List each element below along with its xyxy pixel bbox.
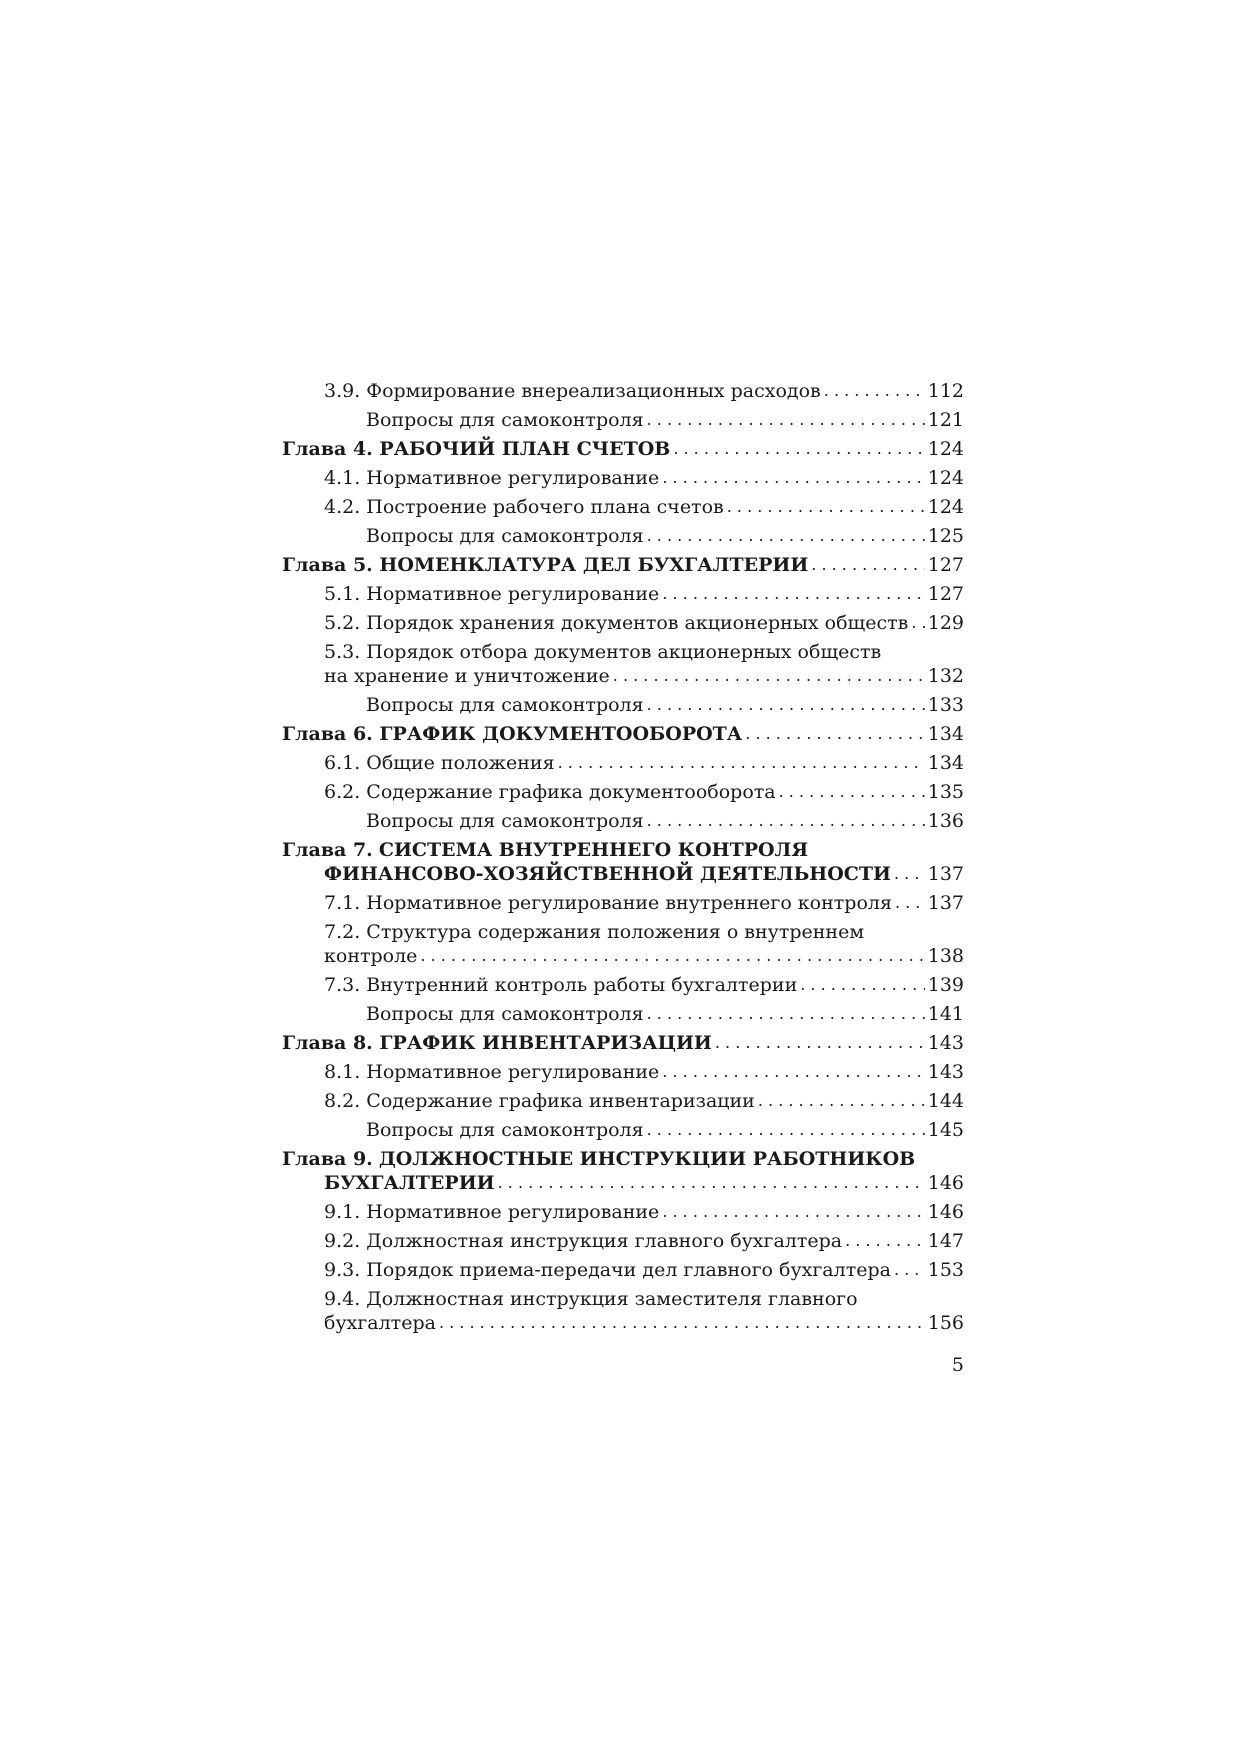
toc-page-number: 153 bbox=[927, 1259, 964, 1281]
toc-page-number: 146 bbox=[927, 1172, 964, 1194]
toc-section-entry bbox=[282, 920, 964, 968]
toc-questions-entry bbox=[282, 1002, 964, 1026]
toc-entry-title: 9.4. Должностная инструкция заместителя главного bbox=[324, 1288, 858, 1310]
toc-section-entry bbox=[282, 1060, 964, 1084]
toc-section-entry bbox=[282, 891, 964, 915]
toc-section-entry bbox=[282, 582, 964, 606]
toc-entry-title: 3.9. Формирование внереализационных расходов bbox=[324, 380, 821, 402]
toc-page-number: 134 bbox=[927, 752, 964, 774]
dot-leader bbox=[662, 1200, 924, 1224]
toc-page-number: 144 bbox=[927, 1090, 964, 1112]
toc-page-number: 124 bbox=[927, 438, 964, 460]
toc-page-number: 147 bbox=[927, 1230, 964, 1252]
dot-leader bbox=[647, 1118, 925, 1142]
toc-entry-title-continued: на хранение и уничтожение bbox=[324, 665, 610, 687]
dot-leader bbox=[895, 891, 925, 915]
toc-entry-title: Вопросы для самоконтроля bbox=[366, 409, 644, 431]
toc-section-entry bbox=[282, 466, 964, 490]
toc-page-number: 141 bbox=[927, 1003, 964, 1025]
toc-page-number: 145 bbox=[927, 1119, 964, 1141]
toc-entry-title: 9.3. Порядок приема-передачи дел главного бухгалтера bbox=[324, 1259, 891, 1281]
dot-leader bbox=[420, 944, 924, 968]
dot-leader bbox=[647, 408, 925, 432]
toc-page-number: 138 bbox=[927, 945, 964, 967]
toc-entry-title: Вопросы для самоконтроля bbox=[366, 1119, 644, 1141]
dot-leader bbox=[824, 379, 925, 403]
toc-page-number: 129 bbox=[927, 612, 964, 634]
dot-leader bbox=[662, 466, 924, 490]
table-of-contents bbox=[282, 379, 964, 1340]
dot-leader bbox=[647, 1002, 925, 1026]
dot-leader bbox=[662, 582, 924, 606]
toc-section-entry bbox=[282, 379, 964, 403]
chapter-title: РАБОЧИЙ ПЛАН СЧЕТОВ bbox=[379, 438, 671, 460]
dot-leader bbox=[745, 722, 924, 746]
toc-questions-entry bbox=[282, 809, 964, 833]
toc-entry-title: 8.1. Нормативное регулирование bbox=[324, 1061, 660, 1083]
chapter-label: Глава 9. bbox=[282, 1148, 373, 1170]
chapter-title-continued: ФИНАНСОВО-ХОЗЯЙСТВЕННОЙ ДЕЯТЕЛЬНОСТИ bbox=[324, 863, 891, 885]
toc-questions-entry bbox=[282, 1118, 964, 1142]
chapter-label: Глава 8. bbox=[282, 1032, 373, 1054]
dot-leader bbox=[894, 1258, 925, 1282]
dot-leader bbox=[673, 437, 924, 461]
toc-entry-title: 4.1. Нормативное регулирование bbox=[324, 467, 660, 489]
toc-entry-title: 6.2. Содержание графика документооборота bbox=[324, 781, 776, 803]
toc-chapter-entry bbox=[282, 1147, 964, 1195]
dot-leader bbox=[647, 809, 925, 833]
toc-entry-title: 7.3. Внутренний контроль работы бухгалтерии bbox=[324, 974, 798, 996]
dot-leader bbox=[845, 1229, 925, 1253]
toc-section-entry bbox=[282, 1258, 964, 1282]
dot-leader bbox=[647, 524, 925, 548]
toc-entry-title: Вопросы для самоконтроля bbox=[366, 1003, 644, 1025]
chapter-title: НОМЕНКЛАТУРА ДЕЛ БУХГАЛТЕРИИ bbox=[379, 554, 809, 576]
toc-entry-title: Вопросы для самоконтроля bbox=[366, 694, 644, 716]
toc-entry-title: 8.2. Содержание графика инвентаризации bbox=[324, 1090, 755, 1112]
toc-page-number: 127 bbox=[927, 583, 964, 605]
chapter-label: Глава 7. bbox=[282, 839, 373, 861]
toc-page-number: 121 bbox=[927, 409, 964, 431]
chapter-title: ГРАФИК ИНВЕНТАРИЗАЦИИ bbox=[379, 1032, 712, 1054]
toc-section-entry bbox=[282, 973, 964, 997]
page-number: 5 bbox=[951, 1354, 964, 1376]
dot-leader bbox=[647, 693, 925, 717]
toc-chapter-entry bbox=[282, 437, 964, 461]
toc-page-number: 143 bbox=[927, 1061, 964, 1083]
dot-leader bbox=[800, 973, 925, 997]
toc-section-entry bbox=[282, 1089, 964, 1113]
chapter-title: СИСТЕМА ВНУТРЕННЕГО КОНТРОЛЯ bbox=[378, 839, 809, 861]
toc-page-number: 134 bbox=[927, 723, 964, 745]
dot-leader bbox=[439, 1311, 925, 1335]
toc-page-number: 156 bbox=[927, 1312, 964, 1334]
toc-chapter-entry bbox=[282, 838, 964, 886]
toc-questions-entry bbox=[282, 693, 964, 717]
toc-page-number: 143 bbox=[927, 1032, 964, 1054]
dot-leader bbox=[894, 862, 925, 886]
toc-entry-title: Вопросы для самоконтроля bbox=[366, 810, 644, 832]
toc-entry-title-continued: контроле bbox=[324, 945, 418, 967]
dot-leader bbox=[662, 1060, 924, 1084]
toc-entry-title: 5.1. Нормативное регулирование bbox=[324, 583, 660, 605]
dot-leader bbox=[498, 1171, 925, 1195]
toc-page-number: 137 bbox=[927, 863, 964, 885]
dot-leader bbox=[779, 780, 925, 804]
toc-section-entry bbox=[282, 751, 964, 775]
chapter-title: ГРАФИК ДОКУМЕНТООБОРОТА bbox=[379, 723, 743, 745]
toc-section-entry bbox=[282, 1229, 964, 1253]
toc-page-number: 132 bbox=[927, 665, 964, 687]
chapter-label: Глава 5. bbox=[282, 554, 373, 576]
chapter-label: Глава 4. bbox=[282, 438, 373, 460]
dot-leader bbox=[613, 664, 925, 688]
toc-entry-title: 4.2. Построение рабочего плана счетов bbox=[324, 496, 724, 518]
toc-page-number: 125 bbox=[927, 525, 964, 547]
toc-entry-title: 7.2. Структура содержания положения о внутреннем bbox=[324, 921, 865, 943]
toc-chapter-entry bbox=[282, 553, 964, 577]
toc-chapter-entry bbox=[282, 1031, 964, 1055]
chapter-label: Глава 6. bbox=[282, 723, 373, 745]
dot-leader bbox=[727, 495, 925, 519]
toc-questions-entry bbox=[282, 524, 964, 548]
chapter-title-continued: БУХГАЛТЕРИИ bbox=[324, 1172, 495, 1194]
toc-section-entry bbox=[282, 1200, 964, 1224]
dot-leader bbox=[811, 553, 924, 577]
toc-entry-title: 7.1. Нормативное регулирование внутреннего контроля bbox=[324, 892, 892, 914]
toc-section-entry bbox=[282, 780, 964, 804]
toc-page-number: 139 bbox=[927, 974, 964, 996]
toc-section-entry bbox=[282, 495, 964, 519]
toc-entry-title: 9.1. Нормативное регулирование bbox=[324, 1201, 660, 1223]
toc-entry-title: Вопросы для самоконтроля bbox=[366, 525, 644, 547]
toc-entry-title: 6.1. Общие положения bbox=[324, 752, 555, 774]
toc-page-number: 146 bbox=[927, 1201, 964, 1223]
toc-entry-title: 9.2. Должностная инструкция главного бухгалтера bbox=[324, 1230, 843, 1252]
toc-page-number: 124 bbox=[927, 467, 964, 489]
toc-entry-title: 5.3. Порядок отбора документов акционерных обществ bbox=[324, 641, 882, 663]
toc-page-number: 135 bbox=[927, 781, 964, 803]
toc-entry-title: 5.2. Порядок хранения документов акционерных обществ bbox=[324, 612, 909, 634]
toc-page-number: 112 bbox=[927, 380, 964, 402]
chapter-title: ДОЛЖНОСТНЫЕ ИНСТРУКЦИИ РАБОТНИКОВ bbox=[378, 1148, 916, 1170]
toc-section-entry bbox=[282, 611, 964, 635]
toc-entry-title-continued: бухгалтера bbox=[324, 1312, 436, 1334]
dot-leader bbox=[758, 1089, 925, 1113]
toc-page-number: 124 bbox=[927, 496, 964, 518]
toc-page-number: 137 bbox=[927, 892, 964, 914]
toc-page-number: 133 bbox=[927, 694, 964, 716]
toc-page-number: 136 bbox=[927, 810, 964, 832]
toc-section-entry bbox=[282, 1287, 964, 1335]
dot-leader bbox=[911, 611, 924, 635]
toc-questions-entry bbox=[282, 408, 964, 432]
toc-section-entry bbox=[282, 640, 964, 688]
toc-page-number: 127 bbox=[927, 554, 964, 576]
dot-leader bbox=[715, 1031, 925, 1055]
toc-chapter-entry bbox=[282, 722, 964, 746]
dot-leader bbox=[558, 751, 925, 775]
